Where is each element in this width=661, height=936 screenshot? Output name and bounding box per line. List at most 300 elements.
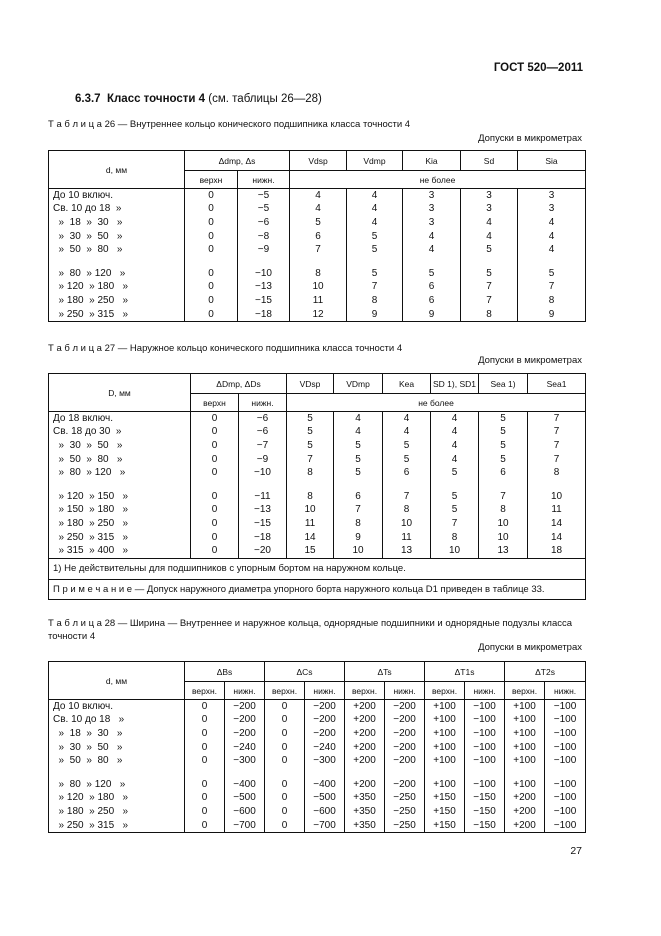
value-cell: 10 (287, 504, 334, 518)
value-cell: 8 (287, 466, 334, 480)
value-cell: 5 (431, 504, 479, 518)
value-cell: −13 (238, 281, 290, 295)
value-cell: 3 (461, 203, 518, 217)
value-cell: 0 (265, 727, 305, 741)
value-cell: 5 (461, 267, 518, 281)
table-row (49, 439, 586, 453)
value-cell: −100 (465, 714, 505, 728)
size-range-cell: » 150 » 180 » (49, 504, 191, 518)
table-row (49, 805, 586, 819)
value-cell: +200 (505, 819, 545, 833)
col-kia: Kia (403, 151, 461, 171)
col-sea: Sea 1) (479, 374, 528, 394)
value-cell: −200 (385, 778, 425, 792)
value-cell: 9 (347, 308, 403, 322)
value-cell: 4 (403, 243, 461, 257)
value-cell: 8 (334, 517, 383, 531)
value-cell: +100 (425, 700, 465, 714)
value-cell: 3 (403, 203, 461, 217)
value-cell: −100 (545, 819, 586, 833)
table-row (49, 517, 586, 531)
table-row (49, 189, 586, 203)
value-cell: −200 (225, 700, 265, 714)
value-cell: −100 (465, 741, 505, 755)
size-range-cell: » 120 » 180 » (49, 281, 185, 295)
section-heading (75, 93, 322, 105)
value-cell: 0 (185, 714, 225, 728)
size-range-cell: » 250 » 315 » (49, 531, 191, 545)
value-cell: 12 (290, 308, 347, 322)
table-row (49, 466, 586, 480)
col-vdsp: VDsp (287, 374, 334, 394)
value-cell: 5 (334, 439, 383, 453)
value-cell: 0 (265, 754, 305, 768)
value-cell: 8 (287, 490, 334, 504)
value-cell: 0 (185, 727, 225, 741)
value-cell: 9 (518, 308, 586, 322)
value-cell: 5 (347, 267, 403, 281)
value-cell: 11 (528, 504, 586, 518)
value-cell: 10 (290, 281, 347, 295)
table-row (49, 230, 586, 244)
col-sd: Sd (461, 151, 518, 171)
col-no-more: не более (290, 171, 586, 189)
table-27-note: П р и м е ч а н и е — Допуск наружного диаметра упорного борта наружного кольца D1 приведен в таблице 33. (49, 579, 586, 600)
value-cell: 4 (431, 439, 479, 453)
table-row (49, 281, 586, 295)
value-cell: −10 (239, 466, 287, 480)
value-cell: 14 (287, 531, 334, 545)
value-cell: 0 (185, 805, 225, 819)
size-range-cell: » 30 » 50 » (49, 439, 191, 453)
value-cell: 5 (431, 490, 479, 504)
value-cell: −200 (385, 754, 425, 768)
value-cell: 0 (265, 778, 305, 792)
col-bs: ΔBs (185, 662, 265, 682)
size-range-cell: » 50 » 80 » (49, 453, 191, 467)
value-cell: +100 (505, 741, 545, 755)
table-row (49, 308, 586, 322)
table-row (49, 819, 586, 833)
page-number: 27 (570, 845, 582, 857)
value-cell: 0 (191, 412, 239, 426)
value-cell: 5 (461, 243, 518, 257)
value-cell: 4 (334, 412, 383, 426)
value-cell: 7 (461, 294, 518, 308)
value-cell: 4 (518, 243, 586, 257)
value-cell: +200 (505, 805, 545, 819)
table-row (49, 243, 586, 257)
value-cell: 3 (518, 203, 586, 217)
value-cell: −100 (545, 714, 586, 728)
col-ts: ΔTs (345, 662, 425, 682)
value-cell: 8 (431, 531, 479, 545)
table-row (49, 267, 586, 281)
table-27-footnote: 1) Не действительны для подшипников с упорным бортом на наружном кольце. (49, 558, 586, 579)
size-range-cell: Св. 18 до 30 » (49, 426, 191, 440)
value-cell: 6 (334, 490, 383, 504)
value-cell: +200 (345, 741, 385, 755)
table-row (49, 453, 586, 467)
value-cell: 0 (191, 490, 239, 504)
value-cell: 5 (479, 439, 528, 453)
value-cell: 3 (518, 189, 586, 203)
table-row (49, 544, 586, 558)
size-range-cell: » 30 » 50 » (49, 230, 185, 244)
value-cell: 10 (383, 517, 431, 531)
table-row (49, 792, 586, 806)
value-cell: −100 (545, 700, 586, 714)
value-cell: 0 (185, 741, 225, 755)
col-lower: нижн. (239, 394, 287, 412)
value-cell: +200 (345, 714, 385, 728)
value-cell: −6 (238, 216, 290, 230)
value-cell: 4 (431, 453, 479, 467)
size-range-cell: До 10 включ. (49, 700, 185, 714)
value-cell: 10 (479, 517, 528, 531)
value-cell: −9 (238, 243, 290, 257)
value-cell: −500 (305, 792, 345, 806)
value-cell: −100 (545, 805, 586, 819)
value-cell: 0 (191, 426, 239, 440)
value-cell: +200 (505, 792, 545, 806)
value-cell: 0 (185, 203, 238, 217)
value-cell: 6 (403, 281, 461, 295)
value-cell: 0 (185, 281, 238, 295)
value-cell: −200 (305, 727, 345, 741)
value-cell: 0 (185, 700, 225, 714)
value-cell: 0 (185, 308, 238, 322)
table-row (49, 754, 586, 768)
value-cell: +200 (345, 754, 385, 768)
value-cell: 7 (287, 453, 334, 467)
col-sea1: Sea1 (528, 374, 586, 394)
value-cell: 5 (334, 466, 383, 480)
value-cell: 6 (479, 466, 528, 480)
value-cell: 0 (265, 741, 305, 755)
value-cell: 0 (191, 466, 239, 480)
size-range-cell: » 180 » 250 » (49, 517, 191, 531)
value-cell: 3 (461, 189, 518, 203)
col-kea: Kea (383, 374, 431, 394)
table-26 (48, 150, 586, 322)
value-cell: −100 (465, 700, 505, 714)
table-27-caption: Т а б л и ц а 27 — Наружное кольцо конического подшипника класса точности 4 (48, 343, 403, 354)
value-cell: +100 (425, 754, 465, 768)
value-cell: 4 (347, 216, 403, 230)
value-cell: 8 (383, 504, 431, 518)
size-range-cell: » 180 » 250 » (49, 805, 185, 819)
value-cell: +100 (425, 778, 465, 792)
value-cell: 15 (287, 544, 334, 558)
value-cell: 8 (461, 308, 518, 322)
value-cell: 4 (461, 230, 518, 244)
value-cell: 14 (528, 531, 586, 545)
value-cell: 0 (185, 243, 238, 257)
value-cell: +150 (425, 819, 465, 833)
value-cell: 5 (479, 426, 528, 440)
value-cell: 9 (334, 531, 383, 545)
value-cell: 13 (479, 544, 528, 558)
value-cell: 4 (290, 203, 347, 217)
table-row (49, 778, 586, 792)
size-range-cell: До 10 включ. (49, 189, 185, 203)
value-cell: 4 (347, 189, 403, 203)
table-28 (48, 661, 586, 833)
value-cell: 0 (265, 805, 305, 819)
value-cell: 5 (403, 267, 461, 281)
col-lower: нижн. (465, 682, 505, 700)
col-lower: нижн. (225, 682, 265, 700)
value-cell: −150 (465, 792, 505, 806)
value-cell: 4 (431, 412, 479, 426)
value-cell: 8 (479, 504, 528, 518)
value-cell: −500 (225, 792, 265, 806)
col-cs: ΔCs (265, 662, 345, 682)
value-cell: +200 (345, 778, 385, 792)
value-cell: −700 (225, 819, 265, 833)
value-cell: 0 (185, 792, 225, 806)
value-cell: 11 (290, 294, 347, 308)
value-cell: 3 (403, 216, 461, 230)
value-cell: 4 (347, 203, 403, 217)
size-range-cell: » 18 » 30 » (49, 216, 185, 230)
table-26-units: Допуски в микрометрах (478, 133, 582, 144)
value-cell: 0 (265, 792, 305, 806)
value-cell: 7 (528, 426, 586, 440)
value-cell: −100 (545, 754, 586, 768)
value-cell: −600 (305, 805, 345, 819)
col-upper: верхн. (425, 682, 465, 700)
table-row (49, 531, 586, 545)
value-cell: −18 (239, 531, 287, 545)
table-row (49, 741, 586, 755)
value-cell: 5 (287, 412, 334, 426)
value-cell: 4 (461, 216, 518, 230)
value-cell: 7 (528, 453, 586, 467)
value-cell: −400 (305, 778, 345, 792)
value-cell: +200 (345, 700, 385, 714)
value-cell: 8 (290, 267, 347, 281)
value-cell: 0 (185, 819, 225, 833)
size-range-cell: » 120 » 150 » (49, 490, 191, 504)
value-cell: −100 (465, 727, 505, 741)
value-cell: −100 (465, 754, 505, 768)
value-cell: 10 (334, 544, 383, 558)
value-cell: 7 (290, 243, 347, 257)
value-cell: 0 (191, 544, 239, 558)
value-cell: −200 (225, 714, 265, 728)
value-cell: +200 (345, 727, 385, 741)
value-cell: 5 (518, 267, 586, 281)
size-range-cell: До 18 включ. (49, 412, 191, 426)
col-upper: верхн. (185, 682, 225, 700)
col-D: D, мм (49, 374, 191, 412)
value-cell: +350 (345, 792, 385, 806)
table-row (49, 727, 586, 741)
table-row (49, 216, 586, 230)
value-cell: 10 (479, 531, 528, 545)
value-cell: 5 (290, 216, 347, 230)
value-cell: 7 (528, 412, 586, 426)
value-cell: +100 (505, 727, 545, 741)
value-cell: 0 (185, 294, 238, 308)
value-cell: −150 (465, 819, 505, 833)
value-cell: 8 (347, 294, 403, 308)
value-cell: 5 (347, 230, 403, 244)
value-cell: −200 (305, 700, 345, 714)
value-cell: +100 (505, 778, 545, 792)
size-range-cell: » 50 » 80 » (49, 243, 185, 257)
table-27 (48, 373, 586, 600)
size-range-cell: » 18 » 30 » (49, 727, 185, 741)
value-cell: 5 (383, 453, 431, 467)
value-cell: 5 (334, 453, 383, 467)
value-cell: −13 (239, 504, 287, 518)
table-27-units: Допуски в микрометрах (478, 355, 582, 366)
size-range-cell: » 315 » 400 » (49, 544, 191, 558)
value-cell: +100 (505, 714, 545, 728)
size-range-cell: » 180 » 250 » (49, 294, 185, 308)
table-row (49, 412, 586, 426)
value-cell: 14 (528, 517, 586, 531)
col-t2s: ΔT2s (505, 662, 586, 682)
section-title: Класс точности 4 (106, 93, 206, 105)
value-cell: −100 (465, 778, 505, 792)
value-cell: +100 (425, 714, 465, 728)
value-cell: 5 (287, 439, 334, 453)
value-cell: −400 (225, 778, 265, 792)
value-cell: 4 (518, 216, 586, 230)
size-range-cell: » 120 » 180 » (49, 792, 185, 806)
value-cell: −100 (545, 778, 586, 792)
value-cell: +100 (505, 754, 545, 768)
col-upper: верхн. (505, 682, 545, 700)
value-cell: −250 (385, 805, 425, 819)
value-cell: 7 (461, 281, 518, 295)
value-cell: −700 (305, 819, 345, 833)
value-cell: −100 (545, 741, 586, 755)
value-cell: −15 (239, 517, 287, 531)
value-cell: −6 (239, 426, 287, 440)
value-cell: −240 (225, 741, 265, 755)
col-lower: нижн. (238, 171, 290, 189)
value-cell: 18 (528, 544, 586, 558)
value-cell: 0 (185, 216, 238, 230)
col-lower: нижн. (305, 682, 345, 700)
col-upper: верхн (185, 171, 238, 189)
value-cell: −9 (239, 453, 287, 467)
value-cell: 8 (528, 466, 586, 480)
col-upper: верхн. (265, 682, 305, 700)
size-range-cell: » 250 » 315 » (49, 308, 185, 322)
value-cell: 6 (383, 466, 431, 480)
value-cell: −240 (305, 741, 345, 755)
table-row (49, 490, 586, 504)
value-cell: 13 (383, 544, 431, 558)
standard-number: ГОСТ 520—2011 (493, 62, 583, 74)
table-row (49, 504, 586, 518)
section-ref: (см. таблицы 26—28) (208, 93, 322, 105)
value-cell: −200 (305, 714, 345, 728)
value-cell: −200 (385, 714, 425, 728)
size-range-cell: Св. 10 до 18 » (49, 714, 185, 728)
value-cell: 5 (479, 453, 528, 467)
value-cell: 8 (518, 294, 586, 308)
value-cell: −20 (239, 544, 287, 558)
size-range-cell: » 250 » 315 » (49, 819, 185, 833)
col-lower: нижн. (545, 682, 586, 700)
value-cell: −250 (385, 819, 425, 833)
value-cell: 4 (383, 412, 431, 426)
col-sia: Sia (518, 151, 586, 171)
size-range-cell: Св. 10 до 18 » (49, 203, 185, 217)
col-upper: верхн. (345, 682, 385, 700)
value-cell: −600 (225, 805, 265, 819)
value-cell: −150 (465, 805, 505, 819)
value-cell: +100 (425, 741, 465, 755)
value-cell: −7 (239, 439, 287, 453)
value-cell: 6 (403, 294, 461, 308)
value-cell: +150 (425, 805, 465, 819)
table-row (49, 203, 586, 217)
value-cell: +100 (425, 727, 465, 741)
table-row (49, 714, 586, 728)
table-26-caption: Т а б л и ц а 26 — Внутреннее кольцо конического подшипника класса точности 4 (48, 119, 411, 130)
value-cell: 10 (431, 544, 479, 558)
value-cell: 7 (518, 281, 586, 295)
value-cell: 0 (191, 453, 239, 467)
value-cell: −300 (225, 754, 265, 768)
size-range-cell: » 80 » 120 » (49, 466, 191, 480)
value-cell: −200 (385, 727, 425, 741)
value-cell: 0 (265, 819, 305, 833)
value-cell: 0 (191, 439, 239, 453)
value-cell: 4 (383, 426, 431, 440)
value-cell: 4 (403, 230, 461, 244)
value-cell: 7 (431, 517, 479, 531)
value-cell: 5 (347, 243, 403, 257)
value-cell: 5 (479, 412, 528, 426)
value-cell: 0 (191, 517, 239, 531)
value-cell: 0 (265, 700, 305, 714)
value-cell: 7 (479, 490, 528, 504)
section-number: 6.3.7 (75, 93, 101, 105)
value-cell: 0 (191, 504, 239, 518)
value-cell: 0 (265, 714, 305, 728)
value-cell: 5 (431, 466, 479, 480)
value-cell: +350 (345, 819, 385, 833)
value-cell: −10 (238, 267, 290, 281)
value-cell: 0 (185, 267, 238, 281)
value-cell: −200 (225, 727, 265, 741)
value-cell: 0 (191, 531, 239, 545)
value-cell: −6 (239, 412, 287, 426)
value-cell: −5 (238, 189, 290, 203)
value-cell: 6 (290, 230, 347, 244)
value-cell: −200 (385, 700, 425, 714)
value-cell: +350 (345, 805, 385, 819)
value-cell: 5 (383, 439, 431, 453)
table-row (49, 700, 586, 714)
size-range-cell: » 80 » 120 » (49, 778, 185, 792)
size-range-cell: » 30 » 50 » (49, 741, 185, 755)
col-upper: верхн (191, 394, 239, 412)
table-row (49, 426, 586, 440)
col-d: d, мм (49, 151, 185, 189)
value-cell: 10 (528, 490, 586, 504)
col-lower: нижн. (385, 682, 425, 700)
